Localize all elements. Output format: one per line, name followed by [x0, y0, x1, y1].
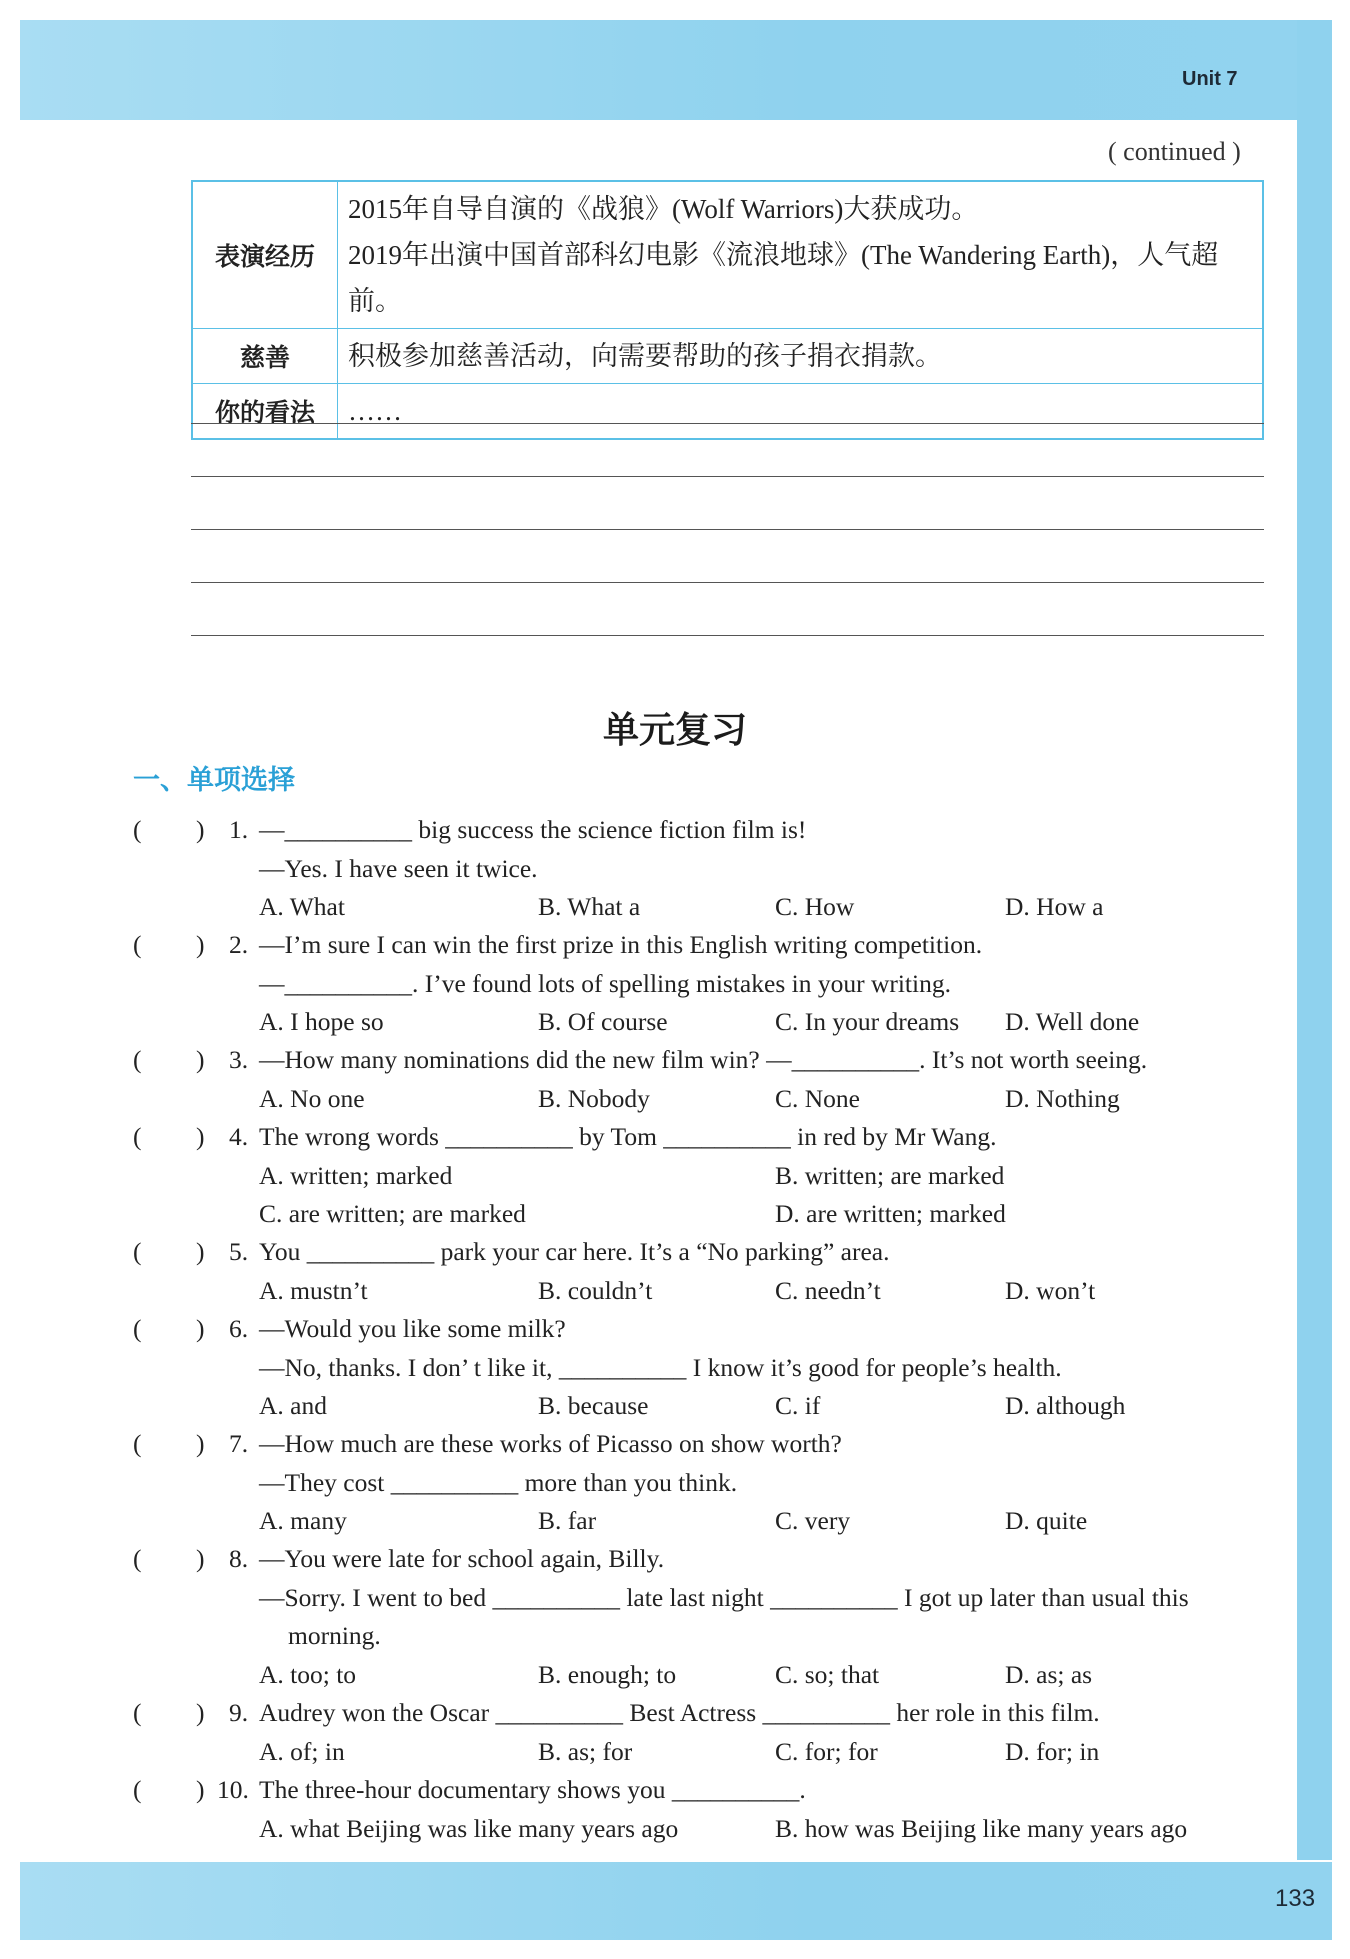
answer-paren-close[interactable]: ) [196, 1237, 205, 1266]
option-b: B. enough; to [538, 1659, 677, 1689]
question-7 [0, 1425, 1350, 1541]
option-c: C. very [775, 1506, 851, 1535]
answer-paren-open[interactable]: ( [133, 1122, 142, 1151]
option-a: A. too; to [259, 1659, 357, 1689]
question-number: 2. [229, 930, 249, 959]
option-c: C. for; for [775, 1736, 878, 1766]
options-row [0, 888, 1350, 927]
question-5 [0, 1233, 1350, 1310]
question-row [0, 850, 1350, 889]
answer-paren-open[interactable]: ( [133, 1045, 142, 1074]
question-line: —__________. I’ve found lots of spelling mistakes in your writing. [259, 968, 951, 998]
question-row [0, 1540, 1350, 1579]
question-row [0, 965, 1350, 1004]
bottom-band [20, 1862, 1332, 1940]
option-a: A. mustn’t [259, 1275, 368, 1305]
option-d: D. How a [1005, 892, 1104, 921]
answer-paren-open[interactable]: ( [133, 930, 142, 959]
question-row [0, 1579, 1350, 1618]
answer-paren-close[interactable]: ) [196, 1544, 205, 1573]
option-a: A. what Beijing was like many years ago [259, 1813, 679, 1843]
option-a: A. What [259, 892, 345, 921]
option-a: A. No one [259, 1083, 365, 1113]
question-row [0, 1617, 1350, 1656]
writing-line[interactable] [191, 476, 1264, 477]
question-stem: —I’m sure I can win the first prize in this English writing competition. [259, 930, 983, 959]
content-line: 2015年自导自演的《战狼》(Wolf Warriors)大获成功。 [348, 194, 979, 224]
options-row [0, 1195, 1350, 1234]
question-10 [0, 1771, 1350, 1848]
question-number: 8. [229, 1544, 249, 1573]
option-b: B. What a [538, 892, 641, 921]
option-a: A. and [259, 1391, 327, 1420]
option-d: D. Nothing [1005, 1083, 1120, 1113]
option-b: B. because [538, 1391, 649, 1420]
question-row [0, 1694, 1350, 1733]
options-row [0, 1157, 1350, 1196]
question-line: —Sorry. I went to bed __________ late last night __________ I got up later than usual this [259, 1582, 1189, 1612]
question-1 [0, 811, 1350, 927]
info-table [191, 180, 1264, 440]
option-d: D. won’t [1005, 1275, 1096, 1305]
content-line: 2019年出演中国首部科幻电影《流浪地球》(The Wandering Earth)，人气超前。 [348, 240, 1219, 316]
question-line: morning. [288, 1621, 381, 1650]
option-a: A. I hope so [259, 1007, 384, 1036]
question-number: 9. [229, 1698, 249, 1727]
answer-paren-open[interactable]: ( [133, 1698, 142, 1727]
question-9 [0, 1694, 1350, 1771]
content-line: 积极参加慈善活动，向需要帮助的孩子捐衣捐款。 [348, 341, 942, 371]
answer-paren-close[interactable]: ) [196, 1698, 205, 1727]
answer-paren-close[interactable]: ) [196, 1429, 205, 1458]
question-stem: The wrong words __________ by Tom __________ in red by Mr Wang. [259, 1122, 997, 1151]
options-row [0, 1733, 1350, 1772]
question-number: 3. [229, 1045, 249, 1074]
question-number: 1. [229, 815, 249, 844]
writing-line[interactable] [191, 529, 1264, 530]
answer-paren-open[interactable]: ( [133, 1775, 142, 1804]
question-row [0, 926, 1350, 965]
question-stem: —Would you like some milk? [259, 1314, 566, 1343]
answer-paren-close[interactable]: ) [196, 1122, 205, 1151]
table-row [192, 181, 1263, 329]
option-c: C. if [775, 1391, 821, 1420]
answer-paren-open[interactable]: ( [133, 1237, 142, 1266]
table-row [192, 329, 1263, 384]
answer-paren-open[interactable]: ( [133, 815, 142, 844]
option-b: B. as; for [538, 1736, 633, 1766]
row-content [338, 181, 1264, 329]
option-c: C. are written; are marked [259, 1199, 526, 1228]
options-row [0, 1656, 1350, 1695]
continued-note: ( continued ) [1108, 137, 1241, 166]
question-line: —Yes. I have seen it twice. [259, 853, 538, 883]
subsection-title: 一、单项选择 [133, 765, 295, 796]
answer-paren-close[interactable]: ) [196, 815, 205, 844]
question-number: 5. [229, 1237, 249, 1266]
option-d: D. although [1005, 1391, 1126, 1420]
page-number: 133 [1275, 1885, 1316, 1912]
options-row [0, 1502, 1350, 1541]
content-line: …… [348, 396, 402, 426]
question-6 [0, 1310, 1350, 1426]
row-label: 你的看法 [192, 384, 338, 440]
option-b: B. Nobody [538, 1083, 650, 1113]
question-row [0, 811, 1350, 850]
question-4 [0, 1118, 1350, 1234]
option-a: A. many [259, 1506, 347, 1535]
question-line: —No, thanks. I don’ t like it, __________ I know it’s good for people’s health. [259, 1352, 1062, 1382]
writing-line[interactable] [191, 423, 1264, 424]
answer-paren-close[interactable]: ) [196, 1314, 205, 1343]
question-row [0, 1118, 1350, 1157]
option-c: C. so; that [775, 1659, 880, 1689]
question-row [0, 1349, 1350, 1388]
question-stem: You __________ park your car here. It’s a “No parking” area. [259, 1237, 890, 1266]
row-content [338, 329, 1264, 384]
question-row [0, 1041, 1350, 1080]
options-row [0, 1272, 1350, 1311]
option-b: B. far [538, 1506, 597, 1535]
option-b: B. how was Beijing like many years ago [775, 1813, 1188, 1843]
option-b: B. Of course [538, 1007, 668, 1036]
question-8 [0, 1540, 1350, 1694]
option-a: A. written; marked [259, 1160, 453, 1190]
option-d: D. Well done [1005, 1007, 1140, 1036]
writing-line[interactable] [191, 582, 1264, 583]
answer-paren-open[interactable]: ( [133, 1314, 142, 1343]
answer-paren-open[interactable]: ( [133, 1429, 142, 1458]
option-c: C. needn’t [775, 1275, 881, 1305]
option-c: C. In your dreams [775, 1007, 960, 1036]
option-a: A. of; in [259, 1736, 345, 1766]
question-number: 6. [229, 1314, 249, 1343]
table-row [192, 384, 1263, 440]
row-label: 慈善 [192, 329, 338, 384]
section-title: 单元复习 [602, 710, 747, 751]
question-stem: Audrey won the Oscar __________ Best Actress __________ her role in this film. [259, 1698, 1100, 1727]
question-stem: —How many nominations did the new film win? —__________. It’s not worth seeing. [259, 1045, 1148, 1074]
option-c: C. None [775, 1083, 860, 1113]
question-stem: —__________ big success the science fiction film is! [259, 815, 807, 844]
question-stem: —How much are these works of Picasso on show worth? [259, 1429, 842, 1458]
option-b: B. couldn’t [538, 1275, 653, 1305]
option-d: D. quite [1005, 1506, 1088, 1535]
option-c: C. How [775, 892, 855, 921]
question-number: 10. [217, 1775, 249, 1804]
option-b: B. written; are marked [775, 1160, 1005, 1190]
top-band [20, 20, 1332, 120]
question-2 [0, 926, 1350, 1042]
options-row [0, 1080, 1350, 1119]
options-row [0, 1003, 1350, 1042]
answer-paren-open[interactable]: ( [133, 1544, 142, 1573]
question-stem: —You were late for school again, Billy. [259, 1544, 665, 1573]
answer-paren-close[interactable]: ) [196, 1045, 205, 1074]
answer-paren-close[interactable]: ) [196, 930, 205, 959]
answer-paren-close[interactable]: ) [196, 1775, 205, 1804]
question-line: —They cost __________ more than you think. [259, 1467, 738, 1497]
question-number: 4. [229, 1122, 249, 1151]
question-row [0, 1233, 1350, 1272]
question-stem: The three-hour documentary shows you __________. [259, 1775, 806, 1804]
option-d: D. are written; marked [775, 1199, 1006, 1228]
question-row [0, 1425, 1350, 1464]
question-row [0, 1464, 1350, 1503]
unit-label: Unit 7 [1182, 68, 1238, 90]
question-row [0, 1310, 1350, 1349]
option-d: D. as; as [1005, 1659, 1093, 1689]
question-3 [0, 1041, 1350, 1118]
options-row [0, 1810, 1350, 1849]
option-d: D. for; in [1005, 1736, 1100, 1766]
row-content [338, 384, 1264, 440]
writing-line[interactable] [191, 635, 1264, 636]
row-label: 表演经历 [192, 181, 338, 329]
options-row [0, 1387, 1350, 1426]
question-row [0, 1771, 1350, 1810]
question-number: 7. [229, 1429, 249, 1458]
